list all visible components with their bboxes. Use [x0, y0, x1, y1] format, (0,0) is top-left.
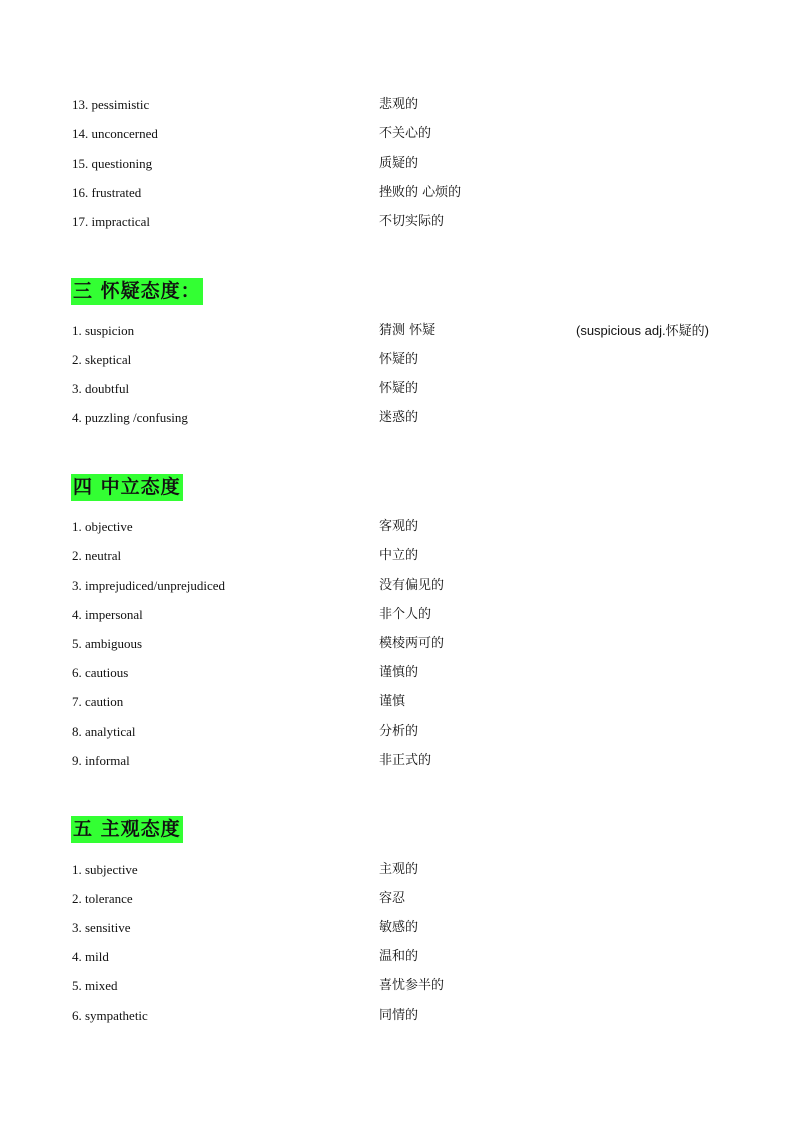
- chinese-meaning: 模棱两可的: [379, 636, 445, 651]
- english-term: 3. imprejudiced/unprejudiced: [72, 578, 226, 593]
- chinese-meaning: 谨慎: [379, 694, 406, 709]
- english-term: 2. neutral: [72, 548, 122, 563]
- english-term: 13. pessimistic: [72, 97, 150, 112]
- section-heading: 四 中立态度: [71, 474, 183, 501]
- english-term: 1. objective: [72, 519, 133, 534]
- chinese-meaning: 质疑的: [379, 156, 419, 171]
- chinese-meaning: 主观的: [379, 862, 419, 877]
- list-item: [0, 634, 794, 654]
- english-term: 4. mild: [72, 949, 109, 964]
- chinese-meaning: 怀疑的: [379, 352, 419, 367]
- english-term: 6. sympathetic: [72, 1008, 148, 1023]
- chinese-meaning: 怀疑的: [379, 381, 419, 396]
- list-item: [0, 212, 794, 232]
- english-term: 1. suspicion: [72, 323, 135, 338]
- english-term: 3. sensitive: [72, 920, 131, 935]
- list-item: [0, 663, 794, 683]
- chinese-meaning: 非正式的: [379, 753, 432, 768]
- chinese-meaning: 客观的: [379, 519, 419, 534]
- chinese-meaning: 喜忧参半的: [379, 978, 445, 993]
- english-term: 17. impractical: [72, 214, 150, 229]
- english-term: 14. unconcerned: [72, 126, 158, 141]
- list-item: [0, 124, 794, 144]
- list-item: [0, 154, 794, 174]
- list-item: [0, 947, 794, 967]
- term-note: (suspicious adj.怀疑的): [576, 323, 709, 338]
- list-item: [0, 605, 794, 625]
- chinese-meaning: 分析的: [379, 724, 419, 739]
- chinese-meaning: 谨慎的: [379, 665, 419, 680]
- chinese-meaning: 温和的: [379, 949, 419, 964]
- english-term: 2. tolerance: [72, 891, 133, 906]
- list-item: [0, 183, 794, 203]
- list-item: [0, 517, 794, 537]
- english-term: 4. impersonal: [72, 607, 143, 622]
- chinese-meaning: 猜测 怀疑: [379, 323, 436, 338]
- chinese-meaning: 非个人的: [379, 607, 432, 622]
- list-item: [0, 976, 794, 996]
- list-item: [0, 95, 794, 115]
- list-item: [0, 889, 794, 909]
- english-term: 4. puzzling /confusing: [72, 410, 188, 425]
- english-term: 5. ambiguous: [72, 636, 143, 651]
- list-item: [0, 1006, 794, 1026]
- list-item: [0, 692, 794, 712]
- section-heading: 五 主观态度: [71, 816, 183, 843]
- english-term: 7. caution: [72, 694, 124, 709]
- english-term: 5. mixed: [72, 978, 118, 993]
- chinese-meaning: 同情的: [379, 1008, 419, 1023]
- chinese-meaning: 迷惑的: [379, 410, 419, 425]
- english-term: 2. skeptical: [72, 352, 132, 367]
- chinese-meaning: 不关心的: [379, 126, 432, 141]
- list-item: [0, 576, 794, 596]
- chinese-meaning: 中立的: [379, 548, 419, 563]
- list-item: [0, 751, 794, 771]
- list-item: [0, 546, 794, 566]
- chinese-meaning: 挫败的 心烦的: [379, 185, 462, 200]
- list-item: [0, 918, 794, 938]
- english-term: 1. subjective: [72, 862, 138, 877]
- english-term: 6. cautious: [72, 665, 129, 680]
- list-item: [0, 722, 794, 742]
- chinese-meaning: 敏感的: [379, 920, 419, 935]
- chinese-meaning: 悲观的: [379, 97, 419, 112]
- chinese-meaning: 不切实际的: [379, 214, 445, 229]
- list-item: [0, 408, 794, 428]
- list-item: [0, 350, 794, 370]
- english-term: 15. questioning: [72, 156, 153, 171]
- chinese-meaning: 没有偏见的: [379, 578, 445, 593]
- list-item: [0, 860, 794, 880]
- english-term: 3. doubtful: [72, 381, 130, 396]
- english-term: 9. informal: [72, 753, 130, 768]
- english-term: 8. analytical: [72, 724, 136, 739]
- chinese-meaning: 容忍: [379, 891, 406, 906]
- list-item: [0, 379, 794, 399]
- section-heading: 三 怀疑态度：: [71, 278, 203, 305]
- list-item: [0, 321, 794, 341]
- english-term: 16. frustrated: [72, 185, 142, 200]
